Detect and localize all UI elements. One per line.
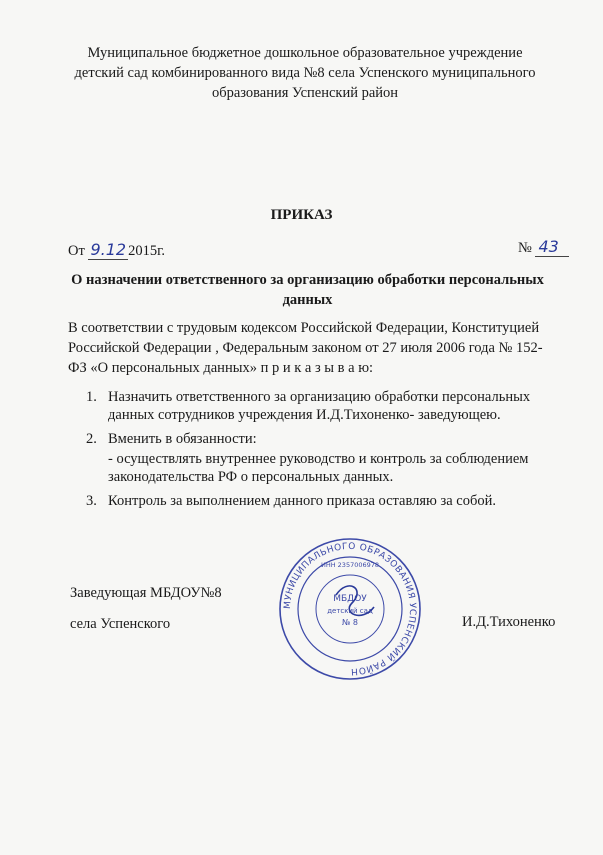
document-title: ПРИКАЗ — [270, 207, 333, 223]
item-number: 1. — [86, 389, 97, 405]
item-text-line: законодательства РФ о персональных данных. — [108, 469, 394, 485]
item-text-line: Назначить ответственного за организацию обработки персональных — [108, 389, 531, 405]
order-item — [86, 388, 556, 424]
preamble — [68, 318, 568, 378]
item-text-line: Вменить в обязанности: — [108, 431, 257, 447]
date-suffix: 2015г. — [128, 243, 165, 259]
preamble-line-3: ФЗ «О персональных данных» п р и к а з ы в а ю: — [68, 360, 374, 376]
stamp-inn: ИНН 2357006978 — [320, 561, 380, 569]
header-line-2: детский сад комбинированного вида №8 села Успенского муниципального — [74, 65, 536, 81]
stamp-center-line-1: МБДОУ — [333, 594, 367, 604]
organization-header — [70, 43, 540, 103]
position-line-1: Заведующая МБДОУ№8 — [70, 585, 222, 601]
stamp-center-line-3: № 8 — [342, 618, 358, 627]
number-handwritten: 43 — [535, 237, 569, 257]
subject-line-1: О назначении ответственного за организацию обработки персональных — [71, 272, 544, 288]
header-line-3: образования Успенский район — [211, 85, 399, 101]
item-text-line: данных сотрудников учреждения И.Д.Тихоненко- заведующею. — [108, 407, 501, 423]
stamp-center-line-2: детский сад — [327, 607, 373, 615]
official-stamp — [278, 537, 422, 681]
order-item — [86, 430, 556, 486]
date-prefix: От — [68, 243, 85, 259]
item-number: 2. — [86, 431, 97, 447]
stamp-outer-text: МУНИЦИПАЛЬНОГО ОБРАЗОВАНИЯ УСПЕНСКИЙ РАЙОН — [282, 541, 418, 677]
preamble-line-2: Российской Федерации , Федеральным законом от 27 июля 2006 года № 152- — [68, 340, 543, 356]
position-line-2: села Успенского — [70, 616, 171, 632]
order-item — [86, 492, 556, 510]
item-number: 3. — [86, 493, 97, 509]
item-text-line: - осуществлять внутреннее руководство и контроль за соблюдением — [108, 451, 529, 467]
order-date — [68, 240, 165, 260]
item-text-line: Контроль за выполнением данного приказа оставляю за собой. — [108, 493, 497, 509]
signatory-position — [70, 583, 222, 634]
number-prefix: № — [518, 240, 532, 256]
order-items — [86, 388, 556, 516]
signatory-name: И.Д.Тихоненко — [462, 614, 556, 630]
subject-line-2: данных — [282, 292, 333, 308]
header-line-1: Муниципальное бюджетное дошкольное образовательное учреждение — [87, 45, 523, 61]
preamble-line-1: В соответствии с трудовым кодексом Российской Федерации, Конституцией — [68, 320, 540, 336]
order-number — [518, 237, 569, 257]
date-handwritten: 9.12 — [90, 240, 127, 259]
order-subject — [60, 270, 555, 310]
